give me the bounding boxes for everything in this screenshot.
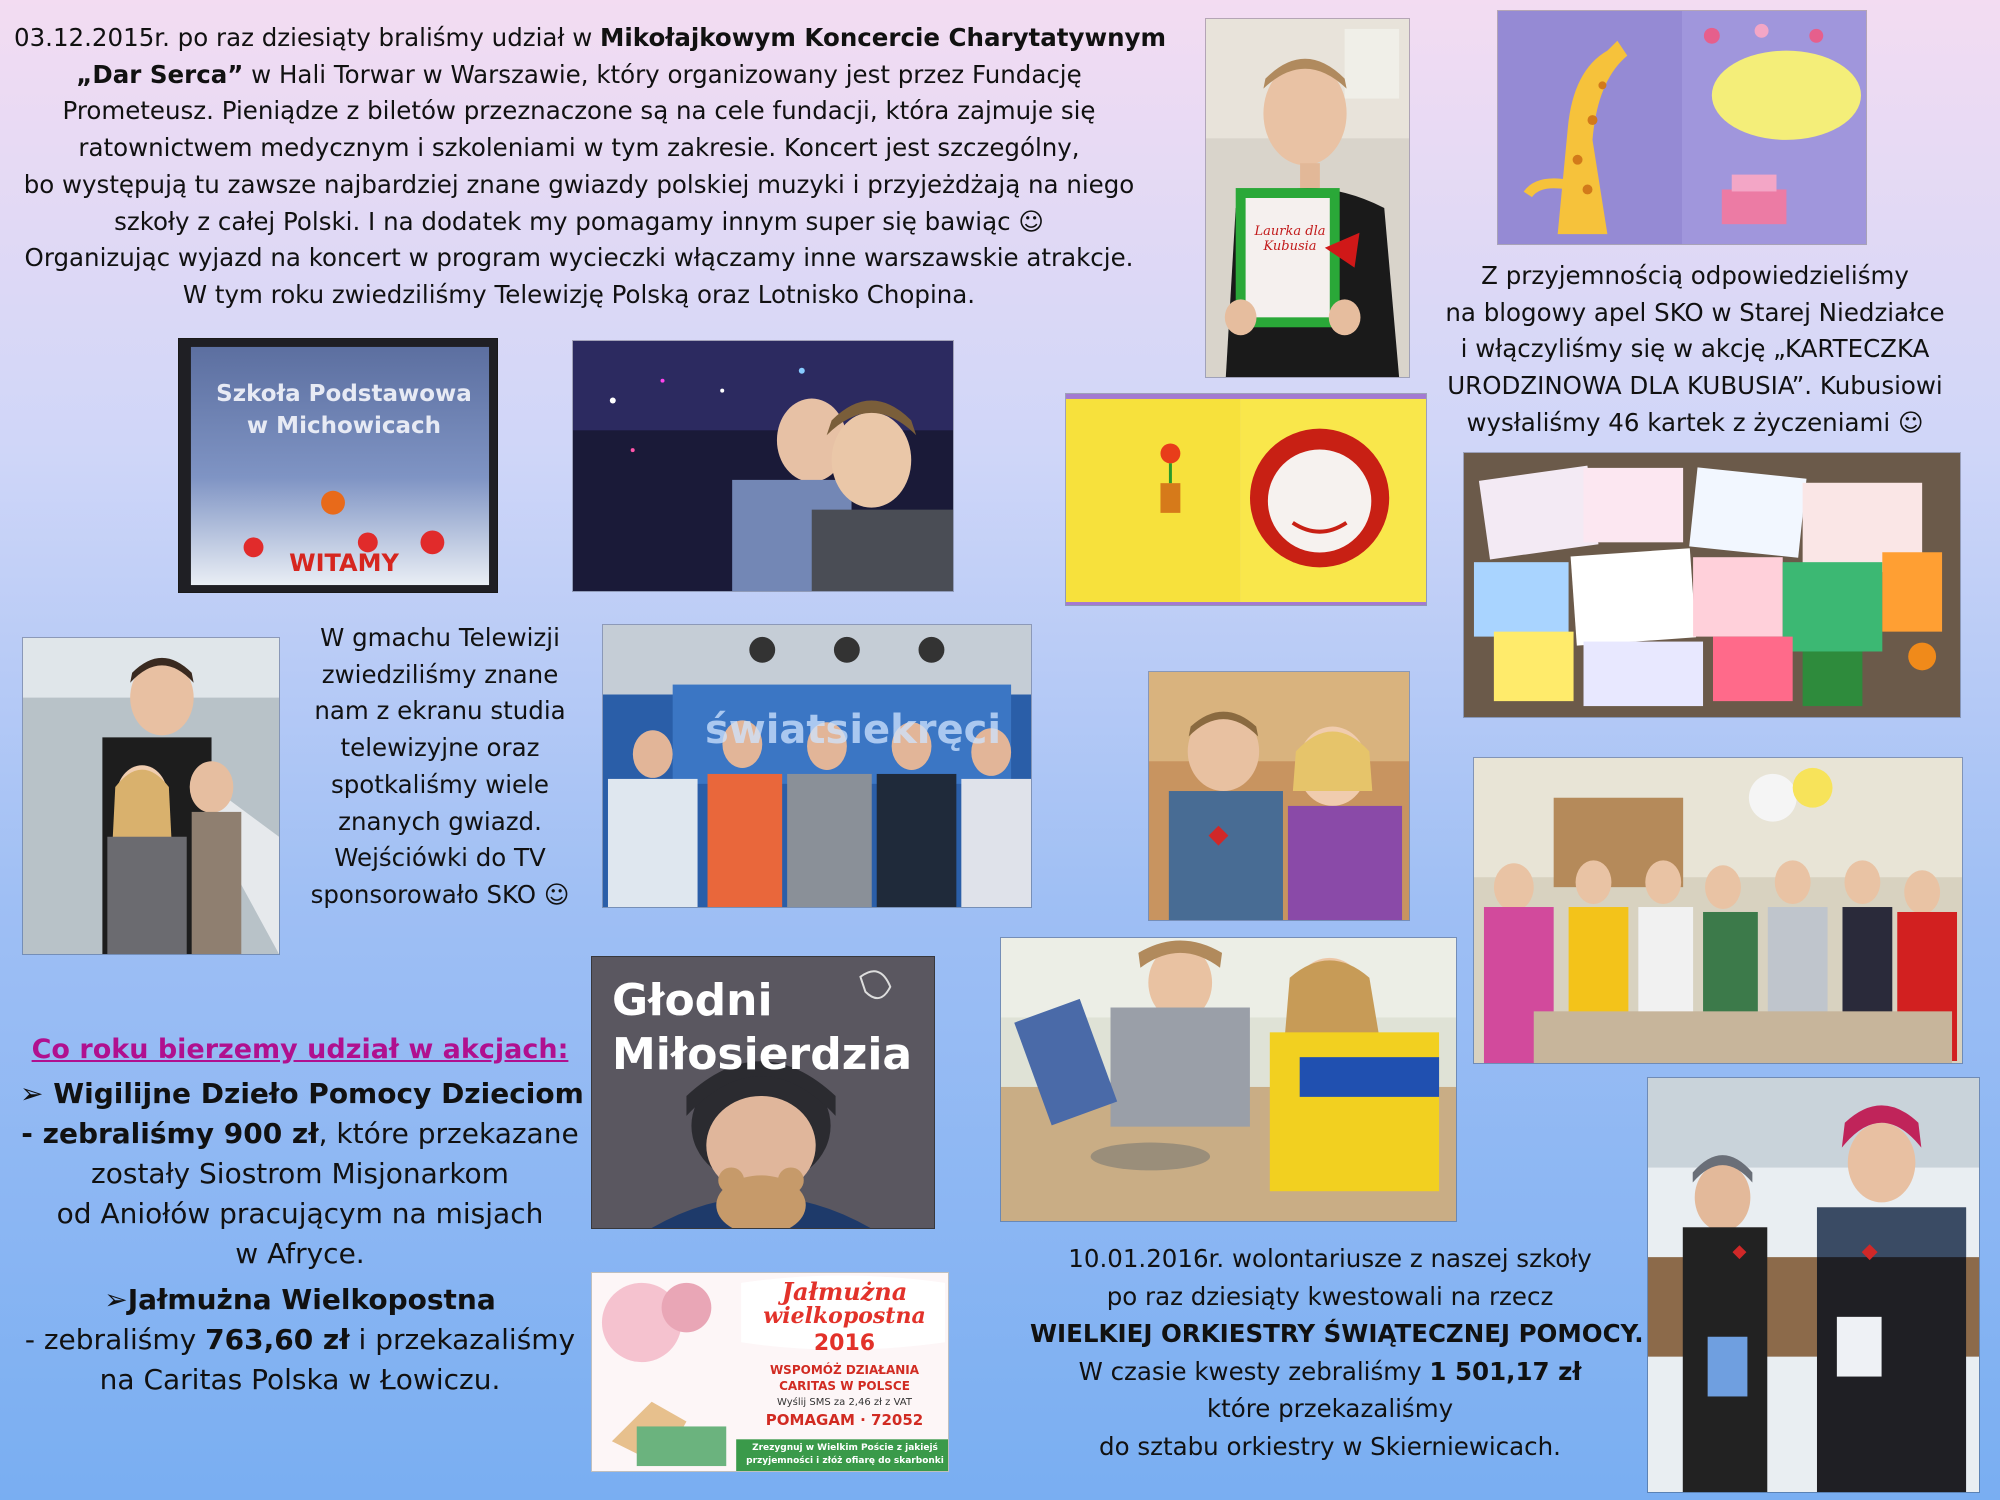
poster-jalmuzna-wielkopostna bbox=[591, 1272, 949, 1472]
action-item-wigilijne: ➢ Wigilijne Dzieło Pomocy Dzieciom bbox=[20, 1077, 584, 1110]
screen-witamy: WITAMY bbox=[289, 549, 399, 577]
concert-title: „Dar Serca” bbox=[76, 59, 244, 89]
poster2-year: 2016 bbox=[813, 1331, 876, 1356]
screen-title-l2: w Michowicach bbox=[246, 413, 442, 439]
poster2-title-l2: wielkopostna bbox=[763, 1303, 926, 1329]
poster2-footer1: Zrezygnuj w Wielkim Poście z jakiejś bbox=[752, 1443, 938, 1453]
photo-school-welcome-screen bbox=[178, 338, 498, 593]
wosp-name: WIELKIEJ ORKIESTRY ŚWIĄTECZNEJ POMOCY. bbox=[1030, 1319, 1644, 1348]
photo-two-kids bbox=[1148, 671, 1410, 921]
photo-concert-crowd bbox=[572, 340, 954, 592]
poster2-l4: CARITAS W POLSCE bbox=[779, 1379, 910, 1393]
poster-title-l1: Głodni bbox=[612, 975, 773, 1026]
action-item-jalmuzna: ➢Jałmużna Wielkopostna bbox=[104, 1283, 496, 1316]
poster2-l3: WSPOMÓŻ DZIAŁANIA bbox=[769, 1363, 920, 1377]
actions-heading: Co roku bierzemy udział w akcjach: bbox=[31, 1034, 569, 1065]
poster2-code: POMAGAM · 72052 bbox=[765, 1411, 924, 1429]
wosp-caption: 10.01.2016r. wolontariusze z naszej szkoły po raz dziesiąty kwestowali na rzecz WIELKIEJ ORKIESTRY ŚWIĄTECZNEJ POMOCY. W czasie kwesty zebraliśmy 1 501,17 zł które przekazaliśmy do sztabu orkiestry w Skierniewicach. bbox=[1030, 1244, 1644, 1461]
photo-birthday-cards-pile bbox=[1463, 452, 1961, 718]
intro-paragraph: 03.12.2015r. po raz dziesiąty braliśmy udział w Mikołajkowym Koncercie Charytatywnym „Dar Serca” w Hali Torwar w Warszawie, który organizowany jest przez Fundację Prometeusz. Pieniądze z biletów przeznaczone są na cele fundacji, która zajmuje się ratownictwem medycznym i szkoleniami w tym zakresie. Koncert jest szczególny, bo występują tu zawsze najbardziej znane gwiazdy polskiej muzyki i przyjeżdżają na niego szkoły z całej Polski. I na dodatek my pomagamy innym super się bawiąc ☺ Organizując wyjazd na koncert w program wycieczki włączamy inne warszawskie atrakcje. W tym roku zwiedziliśmy Telewizję Polską oraz Lotnisko Chopina. bbox=[14, 23, 1167, 309]
jalmuzna-amount: 763,60 zł bbox=[205, 1323, 350, 1356]
concert-name: Mikołajkowym Koncercie Charytatywnym bbox=[600, 23, 1167, 52]
photo-giraffe-card bbox=[1497, 10, 1867, 245]
actions-block: Co roku bierzemy udział w akcjach: ➢ Wigilijne Dzieło Pomocy Dzieciom - zebraliśmy 900 zł, które przekazane zostały Siostrom Misjonarkom od Aniołów pracującym na misjach w Afryce. ➢Jałmużna Wielkopostna - zebraliśmy 763,60 zł i przekazaliśmy na Caritas Polska w Łowiczu. bbox=[20, 1030, 580, 1400]
wigilijne-amount: 900 zł bbox=[223, 1117, 319, 1150]
poster2-title-l1: Jałmużna bbox=[781, 1277, 908, 1306]
photo-boy-with-card bbox=[1205, 18, 1410, 378]
photo-counting-money bbox=[1000, 937, 1457, 1222]
tv-show-logo: światsiekręci bbox=[704, 707, 1002, 753]
photo-tv-studio-group bbox=[602, 624, 1032, 908]
kubus-caption: Z przyjemnością odpowiedzieliśmy na blogowy apel SKO w Starej Niedziałce i włączyliśmy się w akcję „KARTECZKA URODZINOWA DLA KUBUSIA”. Kubusiowi wysłaliśmy 46 kartek z życzeniami ☺ bbox=[1445, 261, 1945, 437]
poster-title-l2: Miłosierdzia bbox=[612, 1029, 913, 1080]
wosp-amount: 1 501,17 zł bbox=[1429, 1356, 1582, 1386]
poster2-footer2: przyjemności i złóż ofiarę do skarbonki bbox=[746, 1456, 944, 1466]
photo-yellow-card-face bbox=[1065, 393, 1427, 606]
card-text-laurka: Laurka dla Kubusia bbox=[1254, 224, 1326, 254]
photo-tv-visit-selfie bbox=[22, 637, 280, 955]
poster2-sms: Wyślij SMS za 2,46 zł z VAT bbox=[777, 1397, 912, 1408]
intro-date: 03.12.2015r. bbox=[14, 23, 170, 52]
tv-caption: W gmachu Telewizji zwiedziliśmy znane nam z ekranu studia telewizyjne oraz spotkaliśmy wiele znanych gwiazd. Wejściówki do TV sponsorowało SKO ☺ bbox=[310, 623, 570, 909]
photo-class-with-boxes bbox=[1473, 757, 1963, 1064]
poster-glodni-milosierdzia bbox=[591, 956, 935, 1229]
photo-volunteers-snow bbox=[1647, 1077, 1980, 1493]
screen-title-l1: Szkoła Podstawowa bbox=[216, 381, 472, 407]
